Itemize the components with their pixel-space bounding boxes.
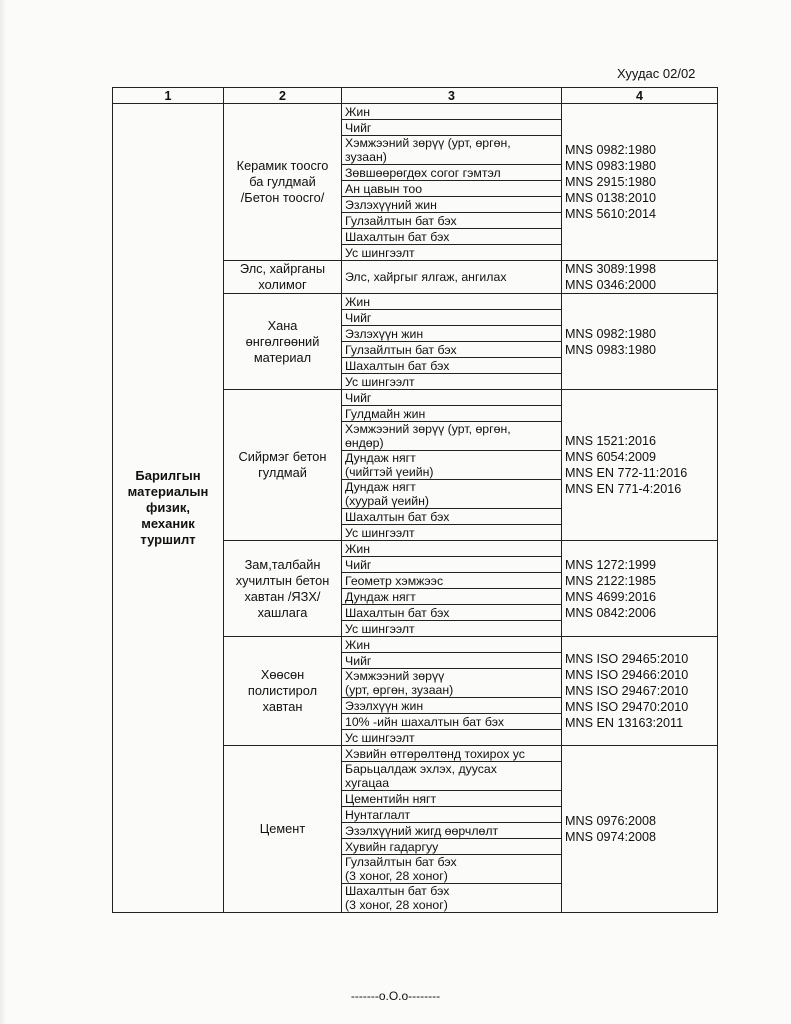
test-item-cell: Цементийн нягт (342, 791, 562, 807)
test-item-cell: Дундаж нягт (342, 589, 562, 605)
test-item-cell: Хувийн гадаргуу (342, 839, 562, 855)
test-item-cell: Нунтаглалт (342, 807, 562, 823)
test-item-cell: Шахалтын бат бэх (342, 358, 562, 374)
test-item-cell: Жин (342, 637, 562, 653)
test-item-cell: Зөвшөөрөгдөх согог гэмтэл (342, 165, 562, 181)
test-item-cell: Гулдмайн жин (342, 406, 562, 422)
test-item-cell: Элс, хайргыг ялгаж, ангилах (342, 261, 562, 294)
test-item-cell: Дундаж нягт (чийгтэй үеийн) (342, 451, 562, 480)
test-item-cell: Ус шингээлт (342, 374, 562, 390)
standards-cell: MNS ISO 29465:2010 MNS ISO 29466:2010 MNS ISO 29467:2010 MNS ISO 29470:2010 MNS EN 13163:2011 (562, 637, 718, 746)
material-cell: Керамик тоосго ба гулдмай /Бетон тоосго/ (224, 104, 342, 261)
test-item-cell: Чийг (342, 653, 562, 669)
test-item-cell: Гулзайлтын бат бэх (3 хоног, 28 хоног) (342, 855, 562, 884)
test-item-cell: Хэмжээний зөрүү (урт, өргөн, өндөр) (342, 422, 562, 451)
test-item-cell: Ус шингээлт (342, 245, 562, 261)
test-item-cell: Барьцалдаж эхлэх, дуусах хугацаа (342, 762, 562, 791)
test-item-cell: Чийг (342, 120, 562, 136)
standards-cell: MNS 0982:1980 MNS 0983:1980 (562, 294, 718, 390)
test-item-cell: Чийг (342, 557, 562, 573)
test-item-cell: Хэмжээний зөрүү (урт, өргөн, зузаан) (342, 136, 562, 165)
test-item-cell: Жин (342, 294, 562, 310)
standards-cell: MNS 0976:2008 MNS 0974:2008 (562, 746, 718, 913)
column-header-2: 2 (224, 88, 342, 104)
test-item-cell: Эзэлхүүний жигд өөрчлөлт (342, 823, 562, 839)
test-item-cell: Чийг (342, 390, 562, 406)
column-header-4: 4 (562, 88, 718, 104)
material-cell: Хана өнгөлгөөний материал (224, 294, 342, 390)
test-item-cell: Дундаж нягт (хуурай үеийн) (342, 480, 562, 509)
test-item-cell: Ус шингээлт (342, 730, 562, 746)
standards-cell: MNS 1521:2016 MNS 6054:2009 MNS EN 772-11:2016 MNS EN 771-4:2016 (562, 390, 718, 541)
test-item-cell: Ус шингээлт (342, 621, 562, 637)
material-cell: Сийрмэг бетон гулдмай (224, 390, 342, 541)
test-item-cell: 10% -ийн шахалтын бат бэх (342, 714, 562, 730)
scan-shadow (0, 0, 6, 1024)
test-item-cell: Жин (342, 104, 562, 120)
test-item-cell: Ус шингээлт (342, 525, 562, 541)
end-of-document-mark: -------o.O.o-------- (350, 989, 441, 1003)
test-item-cell: Гулзайлтын бат бэх (342, 213, 562, 229)
test-standards-table (112, 87, 718, 913)
table-header-row (113, 88, 718, 104)
test-category-cell: Барилгын материалын физик, механик туршилт (113, 104, 224, 913)
test-item-cell: Ан цавын тоо (342, 181, 562, 197)
table-row (113, 104, 718, 120)
test-item-cell: Эзлэхүүн жин (342, 326, 562, 342)
table-body (113, 104, 718, 913)
test-item-cell: Эзлэхүүний жин (342, 197, 562, 213)
column-header-1: 1 (113, 88, 224, 104)
material-cell: Цемент (224, 746, 342, 913)
test-item-cell: Хэвийн өтгөрөлтөнд тохирох ус (342, 746, 562, 762)
test-item-cell: Шахалтын бат бэх (342, 605, 562, 621)
page-number: Хуудас 02/02 (617, 66, 696, 81)
test-item-cell: Геометр хэмжээс (342, 573, 562, 589)
test-item-cell: Чийг (342, 310, 562, 326)
standards-cell: MNS 0982:1980 MNS 0983:1980 MNS 2915:1980 MNS 0138:2010 MNS 5610:2014 (562, 104, 718, 261)
test-item-cell: Хэмжээний зөрүү (урт, өргөн, зузаан) (342, 669, 562, 698)
column-header-3: 3 (342, 88, 562, 104)
material-cell: Элс, хайрганы холимог (224, 261, 342, 294)
standards-cell: MNS 3089:1998 MNS 0346:2000 (562, 261, 718, 294)
material-cell: Зам,талбайн хучилтын бетон хавтан /ЯЗХ/ хашлага (224, 541, 342, 637)
test-item-cell: Эзэлхүүн жин (342, 698, 562, 714)
test-item-cell: Шахалтын бат бэх (342, 509, 562, 525)
test-item-cell: Гулзайлтын бат бэх (342, 342, 562, 358)
test-item-cell: Шахалтын бат бэх (3 хоног, 28 хоног) (342, 884, 562, 913)
test-item-cell: Шахалтын бат бэх (342, 229, 562, 245)
standards-cell: MNS 1272:1999 MNS 2122:1985 MNS 4699:2016 MNS 0842:2006 (562, 541, 718, 637)
test-item-cell: Жин (342, 541, 562, 557)
material-cell: Хөөсөн полистирол хавтан (224, 637, 342, 746)
